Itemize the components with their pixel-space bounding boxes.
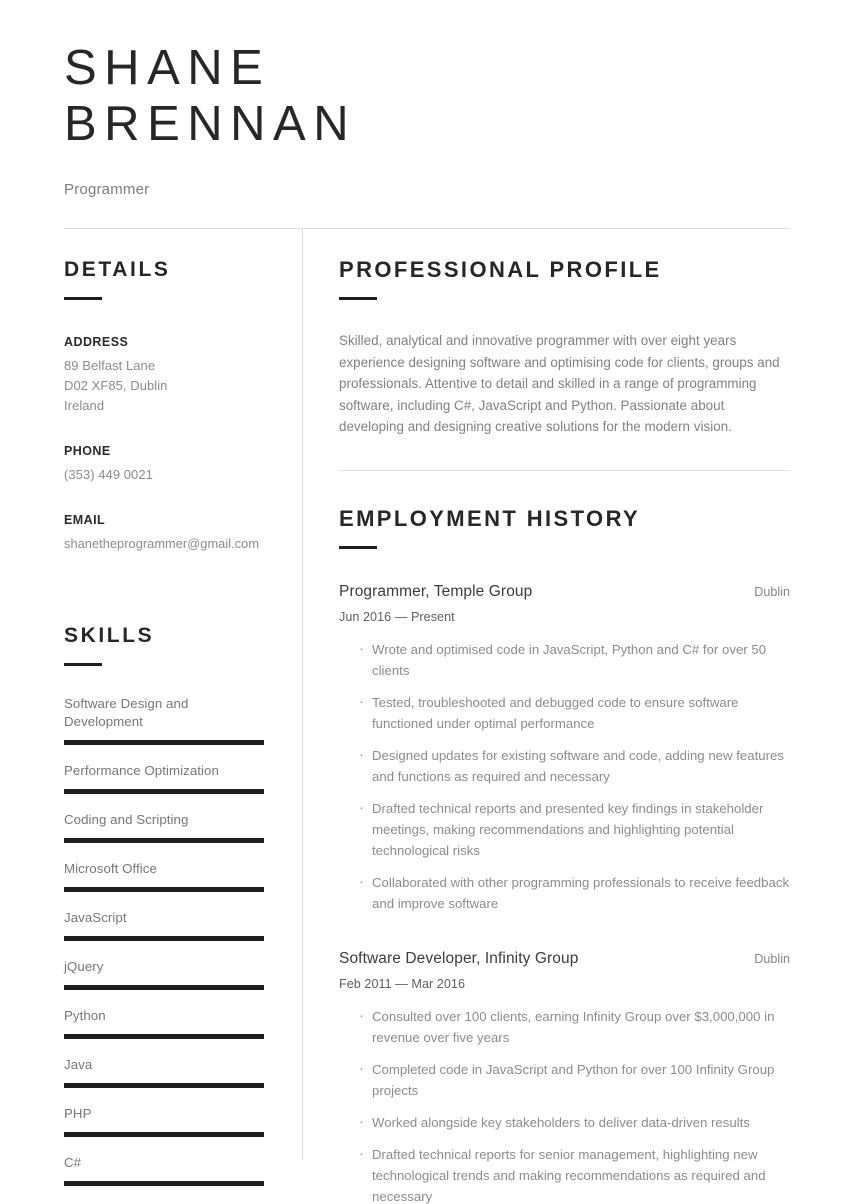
left-column	[64, 258, 269, 1203]
employment-entry-header	[339, 948, 790, 969]
detail-field	[64, 512, 269, 554]
skill-name: Coding and Scripting	[64, 812, 189, 827]
skill-item	[64, 762, 269, 794]
skill-level-bar	[64, 838, 264, 843]
skill-name: Performance Optimization	[64, 763, 219, 778]
candidate-name-line-2: BRENNAN	[64, 97, 357, 151]
skill-name: JavaScript	[64, 910, 127, 925]
detail-field-value: 89 Belfast Lane D02 XF85, Dublin Ireland	[64, 358, 168, 413]
skills-section-title: SKILLS	[64, 624, 155, 647]
skill-name: Java	[64, 1057, 93, 1072]
profile-employment-divider	[339, 470, 790, 471]
skill-item	[64, 1007, 269, 1039]
employment-bullet: · Collaborated with other programming professionals to receive feedback and improve software	[339, 872, 790, 914]
employment-bullet: · Drafted technical reports and presented key findings in stakeholder meetings, making recommendations and highlighting potential technological risks	[339, 798, 790, 861]
employment-bullet: · Completed code in JavaScript and Python for over 100 Infinity Group projects	[339, 1059, 790, 1101]
skill-item	[64, 860, 269, 892]
employment-role: Software Developer, Infinity Group	[339, 949, 579, 967]
employment-location: Dublin	[754, 584, 790, 599]
employment-location: Dublin	[754, 951, 790, 966]
header-divider	[64, 228, 790, 229]
employment-bullet: · Wrote and optimised code in JavaScript, Python and C# for over 50 clients	[339, 639, 790, 681]
skills-section	[64, 624, 269, 1186]
employment-bullet-list	[339, 1006, 790, 1204]
detail-field-value: shanetheprogrammer@gmail.com	[64, 536, 260, 551]
employment-bullet-list	[339, 639, 790, 914]
skill-level-bar	[64, 789, 264, 794]
details-field-list	[64, 334, 269, 554]
skill-level-bar	[64, 1083, 264, 1088]
detail-field-label: ADDRESS	[64, 335, 129, 349]
employment-role: Programmer, Temple Group	[339, 582, 533, 600]
details-section-title: DETAILS	[64, 258, 171, 281]
candidate-name-line-1: SHANE	[64, 41, 271, 95]
skill-name: C#	[64, 1155, 82, 1170]
profile-section-title: PROFESSIONAL PROFILE	[339, 257, 662, 282]
skill-item	[64, 1056, 269, 1088]
skill-item	[64, 909, 269, 941]
skill-item	[64, 695, 269, 745]
profile-section	[339, 258, 790, 471]
skill-level-bar	[64, 887, 264, 892]
details-section	[64, 258, 269, 554]
employment-bullet: · Tested, troubleshooted and debugged code to ensure software functioned under optimal performance	[339, 692, 790, 734]
skill-item	[64, 1154, 269, 1186]
column-divider	[302, 228, 303, 1160]
skill-level-bar	[64, 936, 264, 941]
employment-section-title: EMPLOYMENT HISTORY	[339, 505, 641, 531]
employment-entry	[339, 948, 790, 1204]
skill-item	[64, 1105, 269, 1137]
employment-bullet: · Worked alongside key stakeholders to deliver data-driven results	[339, 1112, 790, 1133]
skill-item	[64, 958, 269, 990]
skill-level-bar	[64, 740, 264, 745]
right-column	[339, 258, 790, 1204]
skill-name: Python	[64, 1008, 106, 1023]
employment-bullet: · Drafted technical reports for senior management, highlighting new technological trends and making recommendations as required and necessary	[339, 1144, 790, 1204]
skills-title-underline	[64, 663, 102, 666]
details-title-underline	[64, 297, 102, 300]
employment-title-underline	[339, 546, 377, 549]
profile-body-text: Skilled, analytical and innovative programmer with over eight years experience designing software and optimising code for clients, groups and professionals. Attentive to detail and skilled in a range of programming software, including C#, JavaScript and Python. Passionate about developing and designing creative solutions for the modern vision.	[339, 333, 780, 434]
skill-name: Microsoft Office	[64, 861, 157, 876]
skill-level-bar	[64, 1034, 264, 1039]
detail-field-value: (353) 449 0021	[64, 467, 153, 482]
skill-name: jQuery	[64, 959, 104, 974]
employment-dates: Jun 2016 — Present	[339, 609, 455, 624]
skills-list	[64, 695, 269, 1186]
candidate-job-title: Programmer	[64, 181, 150, 198]
employment-dates: Feb 2011 — Mar 2016	[339, 976, 466, 991]
detail-field-label: EMAIL	[64, 513, 106, 527]
employment-bullet: · Designed updates for existing software and code, adding new features and functions as required and necessary	[339, 745, 790, 787]
skill-level-bar	[64, 1181, 264, 1186]
employment-entry-header	[339, 581, 790, 602]
detail-field	[64, 443, 269, 485]
skill-name: PHP	[64, 1106, 92, 1121]
skill-level-bar	[64, 1132, 264, 1137]
profile-title-underline	[339, 297, 377, 300]
skill-level-bar	[64, 985, 264, 990]
detail-field-label: PHONE	[64, 444, 111, 458]
detail-field	[64, 334, 269, 416]
employment-entry	[339, 581, 790, 914]
skill-item	[64, 811, 269, 843]
employment-bullet: · Consulted over 100 clients, earning Infinity Group over $3,000,000 in revenue over five years	[339, 1006, 790, 1048]
skill-name: Software Design and Development	[64, 696, 189, 729]
resume-header	[64, 40, 790, 200]
employment-job-list	[339, 581, 790, 1204]
employment-section	[339, 507, 790, 1204]
